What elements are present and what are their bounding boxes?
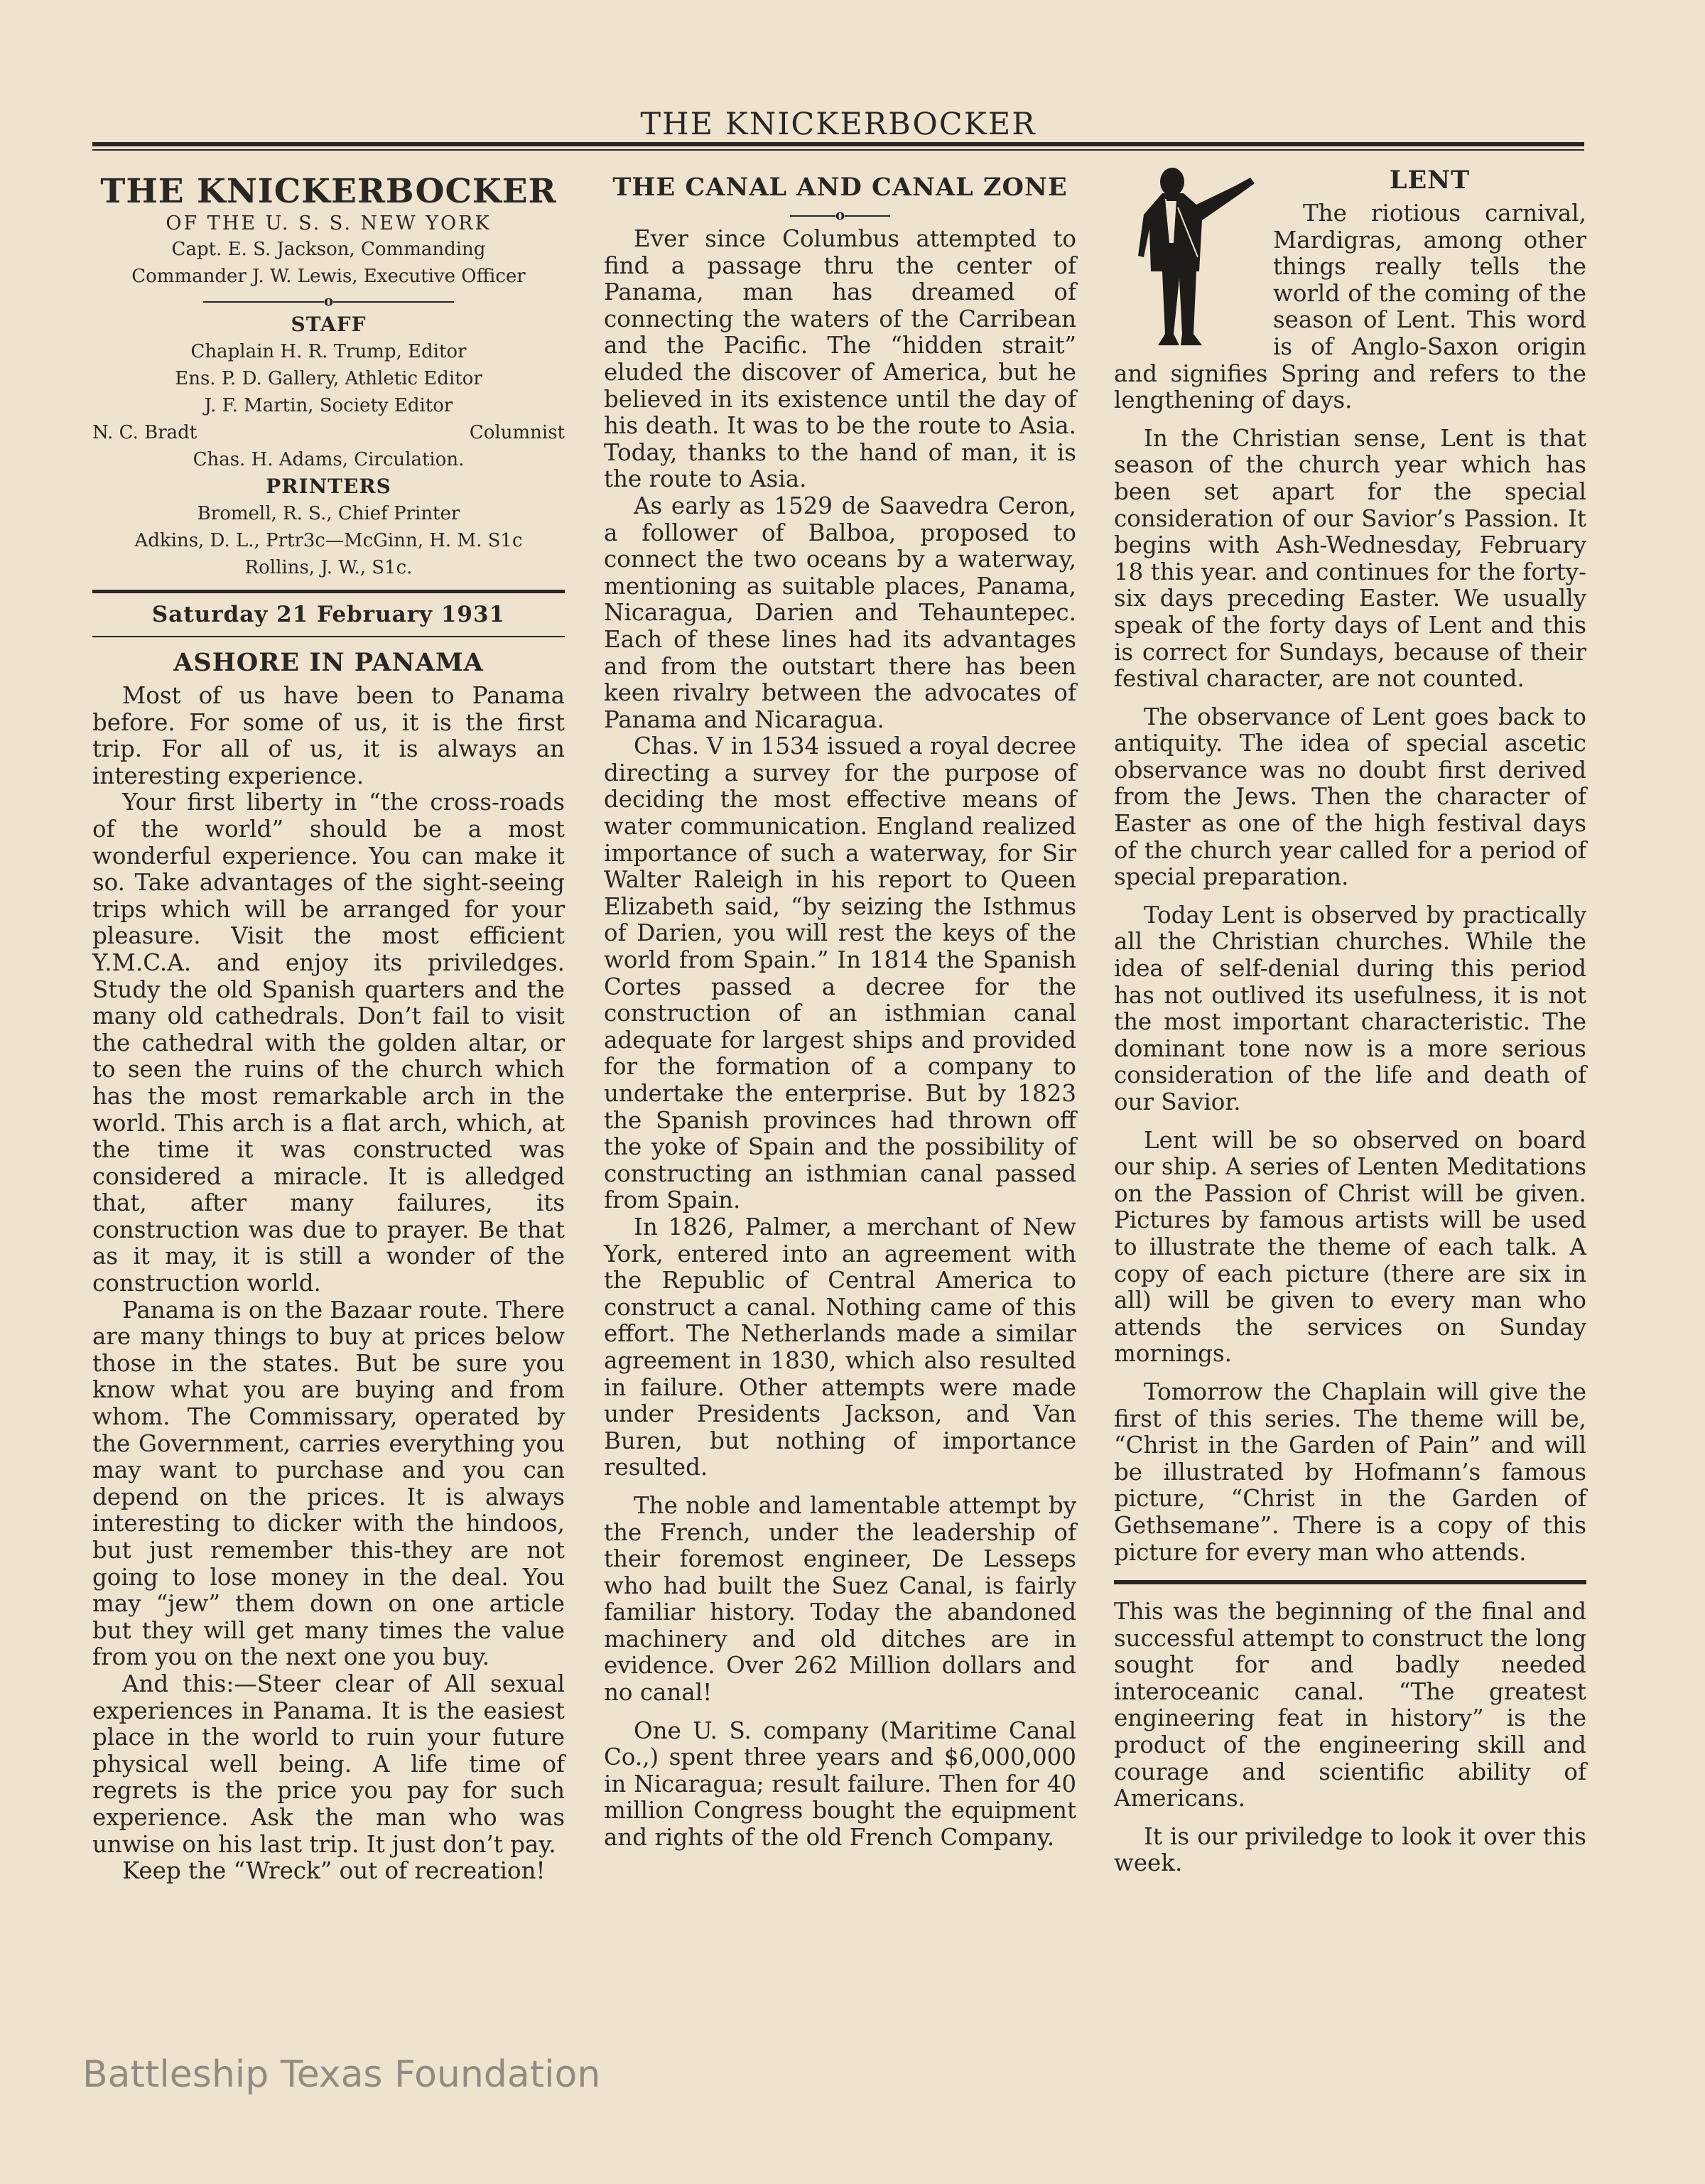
- printer-adkins: Adkins, D. L., Prtr3c—McGinn, H. M. S1c: [134, 530, 523, 551]
- column-left: [92, 165, 565, 1885]
- masthead-subtitle: OF THE U. S. S. NEW YORK: [166, 212, 492, 234]
- column-right: [1114, 165, 1586, 1877]
- lent-headline: LENT: [1389, 166, 1471, 195]
- staff-label: STAFF: [291, 313, 367, 336]
- lent-paragraph: Lent will be so observed on board our ship. A series of Lenten Meditations on the Passion of Christ will be given. Pictures by famous artists will be used to illustrate the theme of each talk. A copy of each picture (there are six in all) will be given to every man who attends the services on Sunday mornings.: [1114, 1126, 1586, 1368]
- gentleman-figure-illustration: [1128, 165, 1263, 350]
- column-middle: [604, 165, 1076, 1851]
- lent-paragraph: In the Christian sense, Lent is that season of the church year which has been set apart for the special consideration of our Savior’s Passion. It begins with Ash-Wednesday, February 18 this year. and continues for the forty-six days preceding Easter. We usually speak of the forty days of Lent and this is correct for Sundays, because of their festival character, are not counted.: [1114, 424, 1586, 693]
- ashore-headline: ASHORE IN PANAMA: [173, 648, 484, 677]
- lent-paragraph: The riotious carnival, Mardigras, among other things really tells the world of the coming of the season of Lent. This word is of Anglo-Saxon origin and signifies Spring and refers to the lengthening of days.: [1114, 200, 1586, 414]
- staff-society-editor: J. F. Martin, Society Editor: [204, 395, 453, 416]
- ashore-paragraph: Panama is on the Bazaar route. There are many things to buy at prices below those in the states. But be sure you know what you are buying and from whom. The Commissary, operated by the Government, carries everything you may want to purchase and you can depend on the prices. It is always interesting to dicker with the hindoos, but just remember this-they are not going to lose money in the deal. You may “jew” them down on one article but they will get many times the value from you on the next one you buy.: [92, 1296, 565, 1671]
- canal-continued-paragraph: It is our priviledge to look it over this week.: [1114, 1822, 1586, 1877]
- canal-ornament: o: [604, 207, 1076, 222]
- masthead-title: THE KNICKERBOCKER: [100, 172, 557, 211]
- printer-chief: Bromell, R. S., Chief Printer: [197, 503, 460, 524]
- staff-circulation: Chas. H. Adams, Circulation.: [193, 449, 465, 470]
- canal-continued-paragraph: This was the beginning of the final and successful attempt to construct the long sought for and badly needed interoceanic canal. “The greatest engineering feat in history” is the product of the engineering skill and courage and scientific ability of Americans.: [1114, 1598, 1586, 1812]
- column-rule: [1114, 1580, 1586, 1584]
- canal-paragraph: One U. S. company (Maritime Canal Co.,) spent three years and $6,000,000 in Nicaragua; result failure. Then for 40 million Congress bought the equipment and rights of the old French Company.: [604, 1717, 1076, 1851]
- columnist-role: Columnist: [469, 422, 565, 443]
- page-header: THE KNICKERBOCKER: [640, 107, 1036, 142]
- ashore-paragraph: Your first liberty in “the cross-roads of the world” should be a most wonderful experience. You can make it so. Take advantages of the sight-seeing trips which will be arranged for your pleasure. Visit the most efficient Y.M.C.A. and enjoy its priviledges. Study the old Spanish quarters and the many old cathedrals. Don’t fail to visit the cathedral with the golden altar, or to seen the ruins of the church which has the most remarkable arch in the world. This arch is a flat arch, which, at the time it was constructed was considered a miracle. It is alledged that, after many failures, its construction was due to prayer. Be that as it may, it is still a wonder of the construction world.: [92, 789, 565, 1297]
- canal-paragraph: Ever since Columbus attempted to find a passage thru the center of Panama, man has dreamed of connecting the waters of the Carribean and the Pacific. The “hidden strait” eluded the discover of America, but he believed in its existence until the day of his death. It was to be the route to Asia. Today, thanks to the hand of man, it is the route to Asia.: [604, 225, 1076, 493]
- ashore-paragraph: Keep the “Wreck” out of recreation!: [122, 1857, 546, 1885]
- ashore-paragraph: And this:—Steer clear of All sexual experiences in Panama. It is the easiest place in the world to ruin your future physical well being. A life time of regrets is the price you pay for such experience. Ask the man who was unwise on his last trip. It just don’t pay.: [92, 1670, 565, 1858]
- printer-rollins: Rollins, J. W., S1c.: [244, 557, 413, 578]
- staff-athletic-editor: Ens. P. D. Gallery, Athletic Editor: [175, 368, 482, 389]
- staff-columnist: [92, 419, 565, 446]
- canal-paragraph: Chas. V in 1534 issued a royal decree directing a survey for the purpose of deciding the most effective means of water communication. England realized importance of such a waterway, for Sir Walter Raleigh in his report to Queen Elizabeth said, “by seizing the Isthmus of Darien, you will rest the keys of the world from Spain.” In 1814 the Spanish Cortes passed a decree for the construction of an isthmian canal adequate for largest ships and provided for the formation of a company to undertake the enterprise. But by 1823 the Spanish provinces had thrown off the yoke of Spain and the possibility of constructing an isthmian canal passed from Spain.: [604, 732, 1076, 1214]
- watermark: Battleship Texas Foundation: [82, 2053, 601, 2096]
- header-double-rule: [92, 142, 1584, 151]
- printers-label: PRINTERS: [266, 475, 391, 498]
- lent-paragraph: Today Lent is observed by practically all the Christian churches. While the idea of self-denial during this period has not outlived its usefulness, it is not the most important characteristic. The dominant tone now is a more serious consideration of the life and death of our Savior.: [1114, 901, 1586, 1115]
- issue-date: Saturday 21 February 1931: [151, 602, 506, 627]
- ashore-paragraph: Most of us have been to Panama before. For some of us, it is the first trip. For all of us, it is always an interesting experience.: [92, 682, 565, 789]
- lent-paragraph: The observance of Lent goes back to antiquity. The idea of special ascetic observance was no doubt first derived from the Jews. Then the character of Easter as one of the high festival days of the church year called for a period of special preparation.: [1114, 703, 1586, 891]
- columnist-name: N. C. Bradt: [92, 422, 197, 443]
- masthead-commander: Commander J. W. Lewis, Executive Officer: [131, 266, 526, 287]
- canal-paragraph: As early as 1529 de Saavedra Ceron, a follower of Balboa, proposed to connect the two oceans by a waterway, mentioning as suitable places, Panama, Nicaragua, Darien and Tehauntepec. Each of these lines had its advantages and from the outstart there has been keen rivalry between the advocates of Panama and Nicaragua.: [604, 492, 1076, 733]
- canal-paragraph: In 1826, Palmer, a merchant of New York, entered into an agreement with the Republic of Central America to construct a canal. Nothing came of this effort. The Netherlands made a similar agreement in 1830, which also resulted in failure. Other attempts were made under Presidents Jackson, and Van Buren, but nothing of importance resulted.: [604, 1213, 1076, 1481]
- masthead-separator: o: [92, 293, 565, 308]
- masthead-captain: Capt. E. S. Jackson, Commanding: [171, 239, 486, 260]
- staff-editor: Chaplain H. R. Trump, Editor: [190, 341, 467, 362]
- canal-headline: THE CANAL AND CANAL ZONE: [612, 173, 1068, 202]
- date-rule: [92, 636, 565, 637]
- lent-paragraph: Tomorrow the Chaplain will give the first of this series. The theme will be, “Christ in the Garden of Pain” and will be illustrated by Hofmann’s famous picture, “Christ in the Garden of Gethsemane”. There is a copy of this picture for every man who attends.: [1114, 1378, 1586, 1566]
- canal-paragraph: The noble and lamentable attempt by the French, under the leadership of their foremost engineer, De Lesseps who had built the Suez Canal, is fairly familiar history. Today the abandoned machinery and old ditches are in evidence. Over 262 Million dollars and no canal!: [604, 1491, 1076, 1707]
